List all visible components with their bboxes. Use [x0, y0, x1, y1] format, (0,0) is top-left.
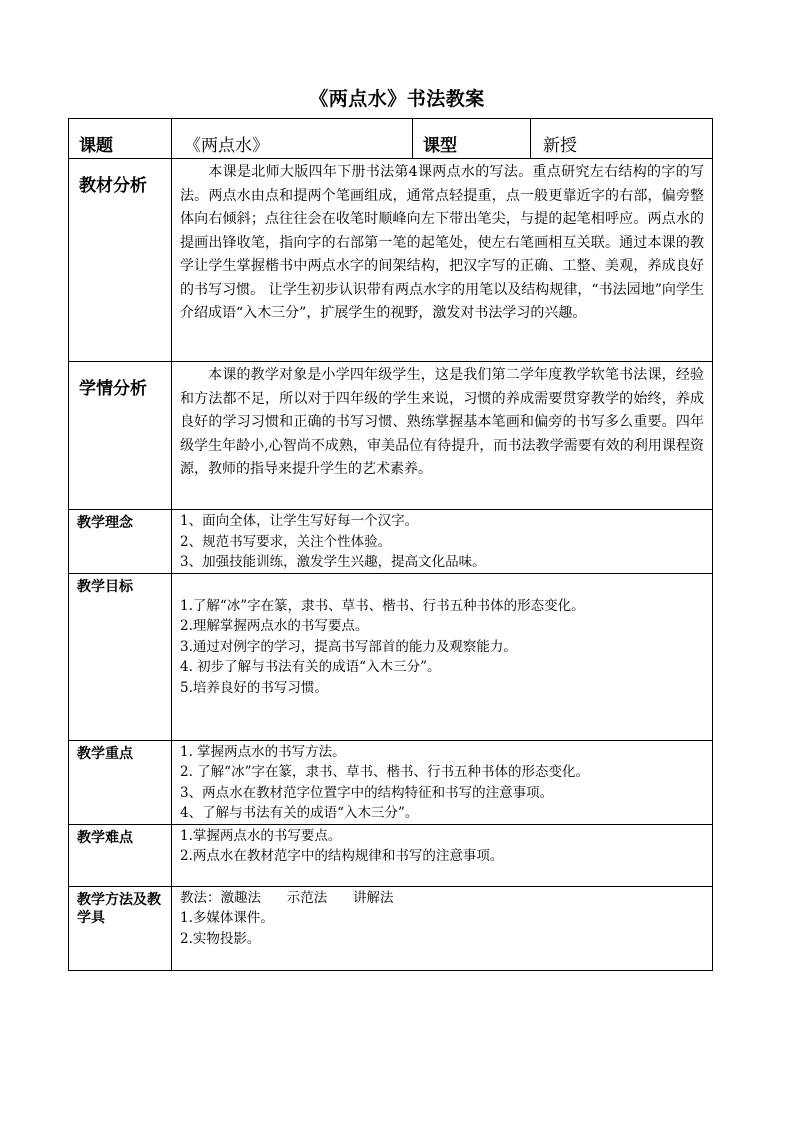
- goals-label: 教学目标: [77, 578, 133, 595]
- textbook-content-cell: [172, 159, 713, 362]
- philosophy-row: [69, 510, 713, 574]
- philosophy-line: 1、面向全体，让学生写好每一个汉字。: [180, 513, 419, 529]
- textbook-label-cell: [69, 159, 172, 362]
- goals-line: 2.理解掌握两点水的书写要点。: [180, 618, 369, 634]
- goals-row: [69, 573, 713, 740]
- difficulties-label-cell: [69, 824, 172, 886]
- key-points-list: [172, 741, 712, 824]
- students-content-cell: [172, 362, 713, 510]
- students-label-cell: [69, 362, 172, 510]
- type-label-cell: [413, 119, 531, 159]
- methods-label: 教学方法及教学具: [77, 891, 161, 926]
- philosophy-list: [172, 510, 712, 573]
- methods-list: [172, 887, 712, 950]
- type-label: 课型: [423, 136, 457, 156]
- students-row: [69, 362, 713, 510]
- methods-line: 2.实物投影。: [180, 930, 261, 947]
- goals-list: [172, 574, 712, 699]
- textbook-text: [172, 159, 712, 326]
- type-value-cell: [531, 119, 713, 159]
- topic-label: 课题: [79, 136, 113, 156]
- key-points-content-cell: [172, 740, 713, 824]
- topic-value: 《两点水》: [184, 136, 269, 156]
- philosophy-line: 2、规范书写要求，关注个性体验。: [180, 533, 392, 550]
- methods-row: [69, 886, 713, 970]
- lesson-plan-table: [68, 118, 713, 971]
- goals-line: 1.了解“冰”字在篆，隶书、草书、楷书、行书五种书体的形态变化。: [180, 597, 585, 614]
- methods-content-cell: [172, 886, 713, 970]
- methods-line: 1.多媒体课件。: [180, 910, 274, 926]
- header-row: [69, 119, 713, 159]
- students-paragraph: 本课的教学对象是小学四年级学生，这是我们第二学年度教学软笔书法课，经验和方法都不足，所以对于四年级的学生来说，习惯的养成需要贯穿教学的始终，养成良好的学习习惯和正确的书写习惯、熟练掌握基本笔画和偏旁的书写多么重要。四年级学生年龄小,心智尚不成熟，审美品位有待提升，而书法教学需要有效的利用课程资源，教师的指导来提升学生的艺术素养。: [180, 367, 704, 477]
- textbook-paragraph: 本课是北师大版四年下册书法第4课两点水的写法。重点研究左右结构的字的写法。两点水由点和提两个笔画组成，通常点轻提重，点一般更靠近字的右部，偏旁整体向右倾斜；点往往会在收笔时顺峰向左下带出笔尖，与提的起笔相呼应。两点水的提画出锋收笔，指向字的右部第一笔的起笔处，使左右笔画相互关联。通过本课的教学让学生掌握楷书中两点水字的间架结构，把汉字写的正确、工整、美观，养成良好的书写习惯。 让学生初步认识带有两点水字的用笔以及结构规律，“书法园地”向学生介绍成语“入木三分”，扩展学生的视野，激发对书法学习的兴趣。: [180, 164, 704, 321]
- difficulties-label: 教学难点: [77, 829, 133, 846]
- key-points-line: 2. 了解“冰”字在篆，隶书、草书、楷书、行书五种书体的形态变化。: [180, 764, 589, 780]
- topic-value-cell: [172, 119, 413, 159]
- topic-label-cell: [69, 119, 172, 159]
- difficulties-list: [172, 825, 712, 867]
- difficulties-content-cell: [172, 824, 713, 886]
- philosophy-label: 教学理念: [77, 515, 133, 531]
- key-points-label-cell: [69, 740, 172, 824]
- key-points-line: 3、两点水在教材范字位置字中的结构特征和书写的注意事项。: [180, 784, 554, 801]
- students-text: [172, 362, 712, 482]
- difficulties-row: [69, 824, 713, 886]
- philosophy-line: 3、加强技能训练，激发学生兴趣，提高文化品味。: [180, 554, 486, 570]
- key-points-label: 教学重点: [77, 745, 133, 762]
- document-title: 《两点水》书法教案: [309, 88, 485, 110]
- goals-line: 5.培养良好的书写习惯。: [180, 679, 328, 696]
- difficulties-line: 1.掌握两点水的书写要点。: [180, 827, 342, 844]
- key-points-line: 1. 掌握两点水的书写方法。: [180, 743, 346, 760]
- difficulties-line: 2.两点水在教材范字中的结构规律和书写的注意事项。: [180, 848, 504, 864]
- goals-line: 4. 初步了解与书法有关的成语“入木三分”。: [180, 659, 441, 675]
- philosophy-label-cell: [69, 510, 172, 574]
- goals-label-cell: [69, 573, 172, 740]
- methods-label-cell: [69, 886, 172, 970]
- key-points-row: [69, 740, 713, 824]
- key-points-line: 4、了解与书法有关的成语“入木三分”。: [180, 805, 419, 821]
- students-label: 学情分析: [79, 379, 147, 399]
- textbook-row: [69, 159, 713, 362]
- textbook-label: 教材分析: [79, 176, 147, 196]
- methods-line: 教法：激趣法 示范法 讲解法: [180, 889, 394, 906]
- type-value: 新授: [543, 136, 577, 156]
- goals-line: 3.通过对例字的学习，提高书写部首的能力及观察能力。: [180, 638, 517, 655]
- philosophy-content-cell: [172, 510, 713, 574]
- goals-content-cell: [172, 573, 713, 740]
